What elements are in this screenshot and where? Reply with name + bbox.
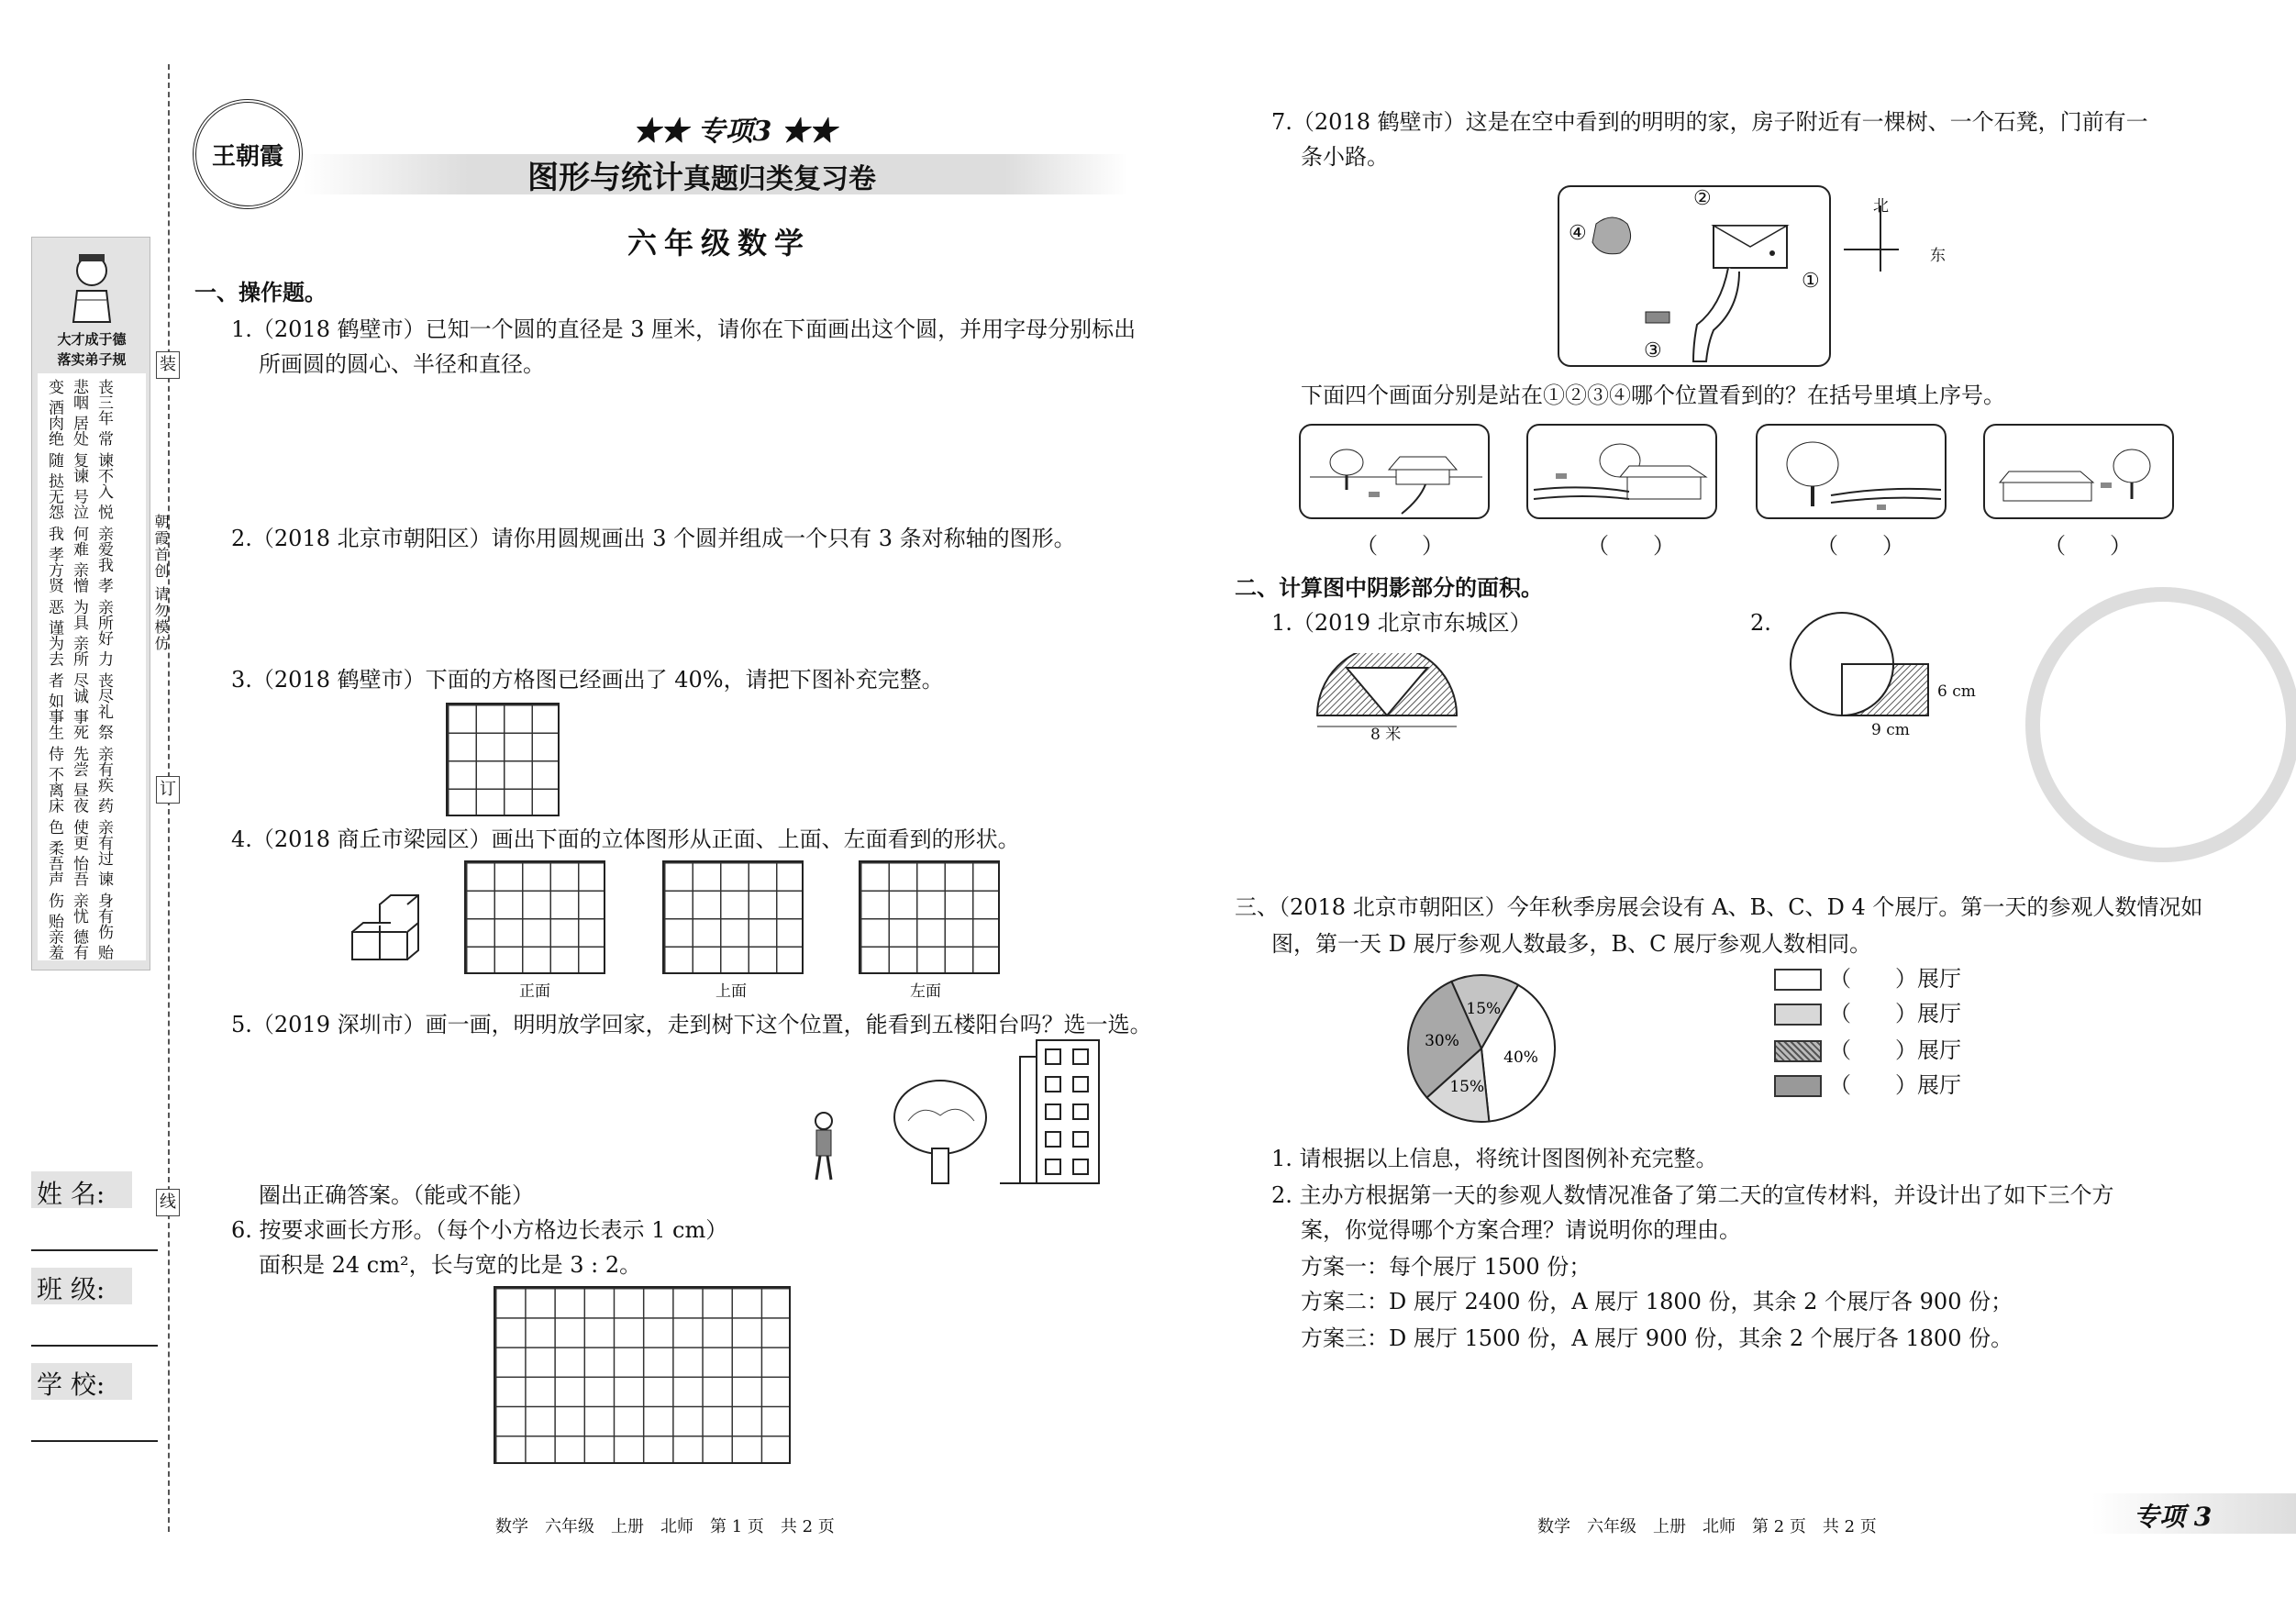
pie-label: 15% (1449, 1078, 1485, 1097)
brand-logo (193, 99, 303, 209)
q1-line1: 1.（2018 鹤壁市）已知一个圆的直径是 3 厘米，请你在下面画出这个圆，并用字母分别标出 (231, 316, 1137, 342)
legend-swatch-2 (1774, 1004, 1822, 1026)
map-panel (1558, 185, 1831, 367)
s3-line1: 三、（2018 北京市朝阳区）今年秋季房展会设有 A、B、C、D 4 个展厅。第一天的参观人数情况如 (1235, 894, 2203, 920)
front-label: 正面 (519, 982, 550, 1001)
legend-label-1[interactable]: （ ）展厅 (1829, 966, 1961, 992)
mascot-icon (64, 250, 119, 324)
legend-label-3[interactable]: （ ）展厅 (1829, 1037, 1961, 1063)
plan-3: 方案三：D 展厅 1500 份，A 展厅 900 份，其余 2 个展厅各 1800 份。 (1301, 1325, 2013, 1351)
q6: 6. 按要求画长方形。（每个小方格边长表示 1 cm） (231, 1217, 728, 1243)
cube-figure (349, 881, 440, 963)
plan-1: 方案一：每个展厅 1500 份； (1301, 1254, 1592, 1280)
compass-north: 北 (1873, 197, 1889, 216)
compass-east: 东 (1930, 247, 1946, 265)
q7-line3: 下面四个画面分别是站在①②③④哪个位置看到的？在括号里填上序号。 (1301, 383, 2005, 408)
view-picture-1 (1299, 424, 1490, 519)
poem-block: 亲有过 谏使更 怡吾色 柔吾声 (45, 819, 113, 887)
q5: 5.（2019 深圳市）画一画，明明放学回家，走到树下这个位置，能看到五楼阳台吗？选一选。 (231, 1012, 1152, 1037)
view-picture-2 (1526, 424, 1717, 519)
pie-label: 40% (1503, 1048, 1538, 1068)
name-field[interactable] (31, 1249, 158, 1251)
school-field[interactable] (31, 1440, 158, 1442)
q2: 2.（2018 北京市朝阳区）请你用圆规画出 3 个圆并组成一个只有 3 条对称轴的图形。 (231, 526, 1076, 551)
poem-block: 亲所好 力为具 亲所恶 谨为去 (45, 599, 113, 667)
title-suffix: 真题归类复习卷 (683, 163, 876, 195)
pie-chart (1403, 970, 1559, 1126)
footer-right: 数学 六年级 上册 北师 第 2 页 共 2 页 (1537, 1517, 1877, 1536)
legend-label-4[interactable]: （ ）展厅 (1829, 1072, 1961, 1098)
s3-sub2-line1: 2. 主办方根据第一天的参观人数情况准备了第二天的宣传材料，并设计出了如下三个方 (1271, 1182, 2114, 1208)
bracket-2[interactable]: （ ） (1587, 533, 1675, 559)
seal-watermark (2025, 587, 2296, 862)
bracket-1[interactable]: （ ） (1356, 533, 1444, 559)
front-view-grid (464, 860, 605, 974)
brand-logo-text: 王朝霞 (211, 143, 283, 171)
map-label-3: ③ (1644, 339, 1662, 362)
school-label: 学 校: (37, 1370, 105, 1400)
view-picture-4 (1983, 424, 2174, 519)
q6-line2: 面积是 24 cm²，长与宽的比是 3 : 2。 (259, 1252, 642, 1278)
circle-square-figure (1780, 607, 1945, 726)
class-label: 班 级: (37, 1274, 105, 1304)
s3-sub2-line2: 案，你觉得哪个方案合理？请说明你的理由。 (1301, 1217, 1741, 1243)
sidebar-panel (31, 237, 150, 970)
pie-label: 30% (1425, 1031, 1459, 1050)
plan-2: 方案二：D 展厅 2400 份，A 展厅 1800 份，其余 2 个展厅各 900 份； (1301, 1289, 2013, 1314)
left-label: 左面 (910, 982, 941, 1001)
left-view-grid (859, 860, 1000, 974)
building-figure (1000, 1038, 1101, 1187)
q3-grid (446, 703, 560, 816)
boy-figure (807, 1110, 840, 1183)
view-picture-3 (1756, 424, 1947, 519)
legend-label-2[interactable]: （ ）展厅 (1829, 1001, 1961, 1026)
section1-heading: 一、操作题。 (194, 280, 327, 305)
series-label: 专项3 (697, 116, 772, 148)
page-title: 图形与统计真题归类复习卷 (527, 160, 876, 196)
legend-swatch-3 (1774, 1040, 1822, 1062)
q1-line2: 所画圆的圆心、半径和直径。 (259, 351, 545, 377)
binding-mark-1: 装 (156, 351, 180, 379)
section2-heading: 二、计算图中阴影部分的面积。 (1235, 575, 1543, 601)
binding-note: 朝霞首创 请勿模仿 (152, 514, 170, 653)
top-label: 上面 (715, 982, 747, 1001)
subject: 六年级数学 (627, 226, 812, 261)
q5-answer: 圈出正确答案。（能或不能） (259, 1182, 534, 1208)
pie-label: 15% (1466, 1000, 1502, 1019)
s2-q2: 2. (1750, 610, 1771, 636)
s3-line2: 图，第一天 D 展厅参观人数最多，B、C 展厅参观人数相同。 (1271, 931, 1872, 957)
s2-q2-dim2: 9 cm (1871, 721, 1910, 739)
s2-q2-dim1: 6 cm (1937, 682, 1976, 701)
motto-1: 大才成于德 (57, 331, 127, 348)
q7-line2: 条小路。 (1301, 144, 1389, 170)
q4: 4.（2018 商丘市梁园区）画出下面的立体图形从正面、上面、左面看到的形状。 (231, 826, 1020, 852)
tree-figure (890, 1075, 991, 1185)
q6-grid (494, 1286, 791, 1464)
poem-block: 亲爱我 孝何难 亲憎我 孝方贤 (45, 526, 113, 593)
header-series: ★★ 专项3 ★★ (633, 116, 837, 148)
class-field[interactable] (31, 1345, 158, 1347)
q3: 3.（2018 鹤壁市）下面的方格图已经画出了 40%，请把下图补充完整。 (231, 667, 944, 693)
poem-block: 身有伤 贻亲忧 德有伤 贻亲羞 (45, 893, 113, 960)
footer-left: 数学 六年级 上册 北师 第 1 页 共 2 页 (495, 1517, 835, 1536)
binding-mark-3: 线 (156, 1189, 180, 1216)
map-label-4: ④ (1569, 222, 1587, 245)
map-label-2: ② (1693, 187, 1712, 210)
poem-block: 亲有疾 药先尝 昼夜侍 不离床 (45, 746, 113, 814)
poem-area (38, 373, 146, 960)
map-label-1: ① (1802, 270, 1820, 293)
bracket-3[interactable]: （ ） (1816, 533, 1904, 559)
s2-q1-dim: 8 米 (1370, 726, 1402, 744)
legend-swatch-1 (1774, 969, 1822, 991)
top-view-grid (662, 860, 804, 974)
poem-block: 丧三年 常悲咽 居处变 酒肉绝 (45, 379, 113, 447)
poem-block: 丧尽礼 祭尽诚 事死者 如事生 (45, 672, 113, 740)
poem-block: 谏不入 悦复谏 号泣随 挞无怨 (45, 452, 113, 520)
s2-q1: 1.（2019 北京市东城区） (1271, 610, 1532, 636)
binding-mark-2: 订 (156, 776, 180, 804)
name-label: 姓 名: (37, 1179, 105, 1209)
q7-line1: 7.（2018 鹤壁市）这是在空中看到的明明的家，房子附近有一棵树、一个石凳，门前有一 (1271, 109, 2148, 135)
motto-2: 落实弟子规 (57, 351, 127, 368)
bracket-4[interactable]: （ ） (2044, 533, 2132, 559)
s3-sub1: 1. 请根据以上信息，将统计图图例补充完整。 (1271, 1146, 1718, 1171)
legend-swatch-4 (1774, 1075, 1822, 1097)
compass-icon (1844, 193, 1899, 275)
footer-badge: 专项 3 (2134, 1502, 2213, 1532)
